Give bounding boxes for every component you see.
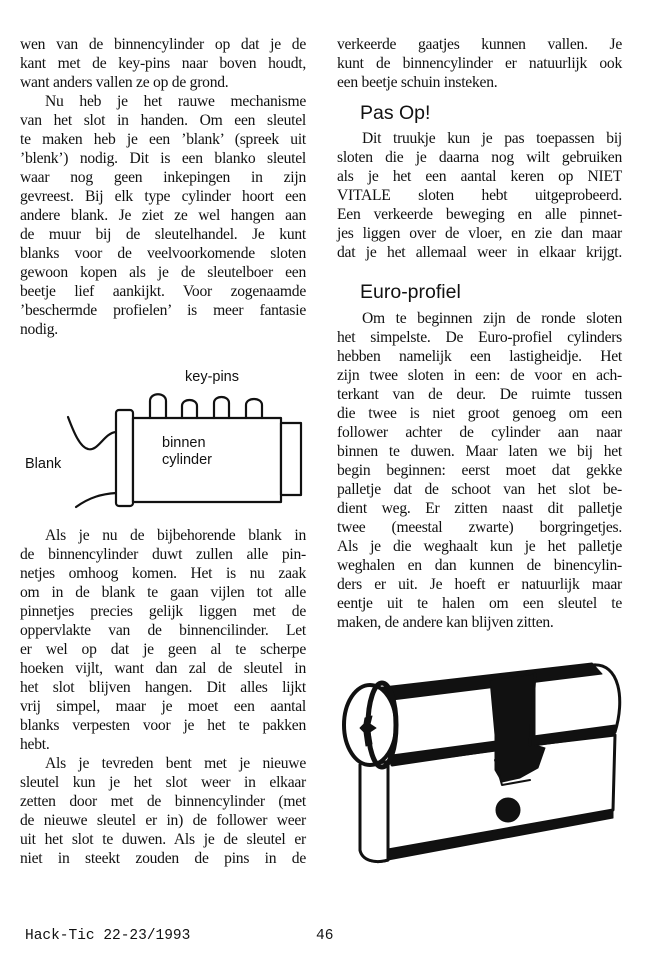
text-line: oppervlakte van de binnencilinder. Let (20, 622, 306, 639)
text-line: kant met de key-pins naar boven houdt, (20, 55, 306, 72)
text-line: maken, de andere kan blijven zitten. (337, 614, 554, 631)
text-line: want anders vallen ze op de grond. (20, 74, 229, 91)
text-line: een beetje schuin insteken. (337, 74, 498, 91)
text-line: blanks verpesten voor je het te pakken (20, 717, 306, 734)
text-line: de nieuwe sleutel er in) de follower weer (20, 812, 306, 829)
text-line: nodig. (20, 321, 58, 338)
text-line: te maken heb je een ’blank’ (spreek uit (20, 131, 306, 148)
text-line: zetten door met de binnencylinder (met (20, 793, 306, 810)
text-line: VITALE sloten hebt uitgeprobeerd. (337, 187, 622, 204)
text-line: blanks voor de veelvoorkomende sloten (20, 245, 306, 262)
text-line: hoeken vijlt, want dan zal de sleutel in (20, 660, 306, 677)
text-line: om in de blank te gaan vijlen tot alle (20, 584, 306, 601)
text-line: uit het slot te duwen. Als je de sleutel er (20, 831, 306, 848)
label-cylinder: cylinder (162, 452, 212, 468)
text-line: pinnetjes precies gelijk liggen met de (20, 603, 306, 620)
label-key-pins: key-pins (185, 369, 239, 385)
text-line: de binnencylinder duwt zullen alle pin- (20, 546, 306, 563)
text-line: palletje dat de schoot van het slot be- (337, 481, 622, 498)
text-line: Nu heb je het rauwe mechanisme (45, 93, 306, 110)
text-line: de muur bij de sleutelhandel. Je kunt (20, 226, 306, 243)
text-line: sloten die je daarna nog wilt gebruiken (337, 149, 622, 166)
text-line: Dit truukje kun je pas toepassen bij (362, 130, 622, 147)
key-pin-2 (182, 400, 197, 418)
section-heading-euro-profiel: Euro-profiel (360, 281, 461, 303)
text-line: Om te beginnen zijn de ronde sloten (362, 310, 622, 327)
euro-cylinder-lock-illustration (330, 660, 652, 900)
label-blank: Blank (25, 456, 62, 472)
text-line: Als je nu de bijbehorende blank in (45, 527, 306, 544)
text-line: wen van de binnencylinder op dat je de (20, 36, 306, 53)
text-line: begin beginnen: eerst moet dat gekke (337, 462, 622, 479)
text-line: dat je het allemaal weer in elkaar krijgt. (337, 244, 622, 261)
text-line: Een verkeerde beweging en alle pinnet- (337, 206, 622, 223)
footer-publication: Hack-Tic 22-23/1993 (25, 928, 191, 944)
euro-cylinder-lock-icon (330, 660, 652, 900)
text-line: zijn twee sloten in een: de voor en ach- (337, 367, 622, 384)
text-line: niet in steekt zouden de pins in de (20, 850, 306, 867)
text-line: netjes omhoog komen. Het is nu zaak (20, 565, 306, 582)
text-line: jes liggen over de vloer, en zie dan maar (337, 225, 622, 242)
text-line: Als je die weghaalt kun je het palletje (337, 538, 622, 555)
text-line: als je het een aantal keren op NIET (337, 168, 622, 185)
blank-outline-bottom (76, 493, 116, 507)
text-line: binnen te duwen. Maar laten we bij het (337, 443, 622, 460)
text-line: sleutel kun je het slot weer in elkaar (20, 774, 306, 791)
text-line: van het slot in handen. Om een sleutel (20, 112, 306, 129)
text-line: hebben namelijk een lastigheidje. Het (337, 348, 622, 365)
text-line: gevreest. Bij elk type cylinder hoort een (20, 188, 306, 205)
text-line: die twee is niet groot genoeg om een (337, 405, 622, 422)
blank-outline-top (68, 417, 116, 449)
footer-page-number: 46 (316, 928, 334, 944)
text-line: andere blank. Je ziet ze wel hangen aan (20, 207, 306, 224)
screw-hole (496, 798, 520, 822)
key-pin-1 (150, 394, 166, 418)
cylinder-front-plate (116, 410, 133, 506)
text-line: het slot blijven hangen. Dit alles lijkt (20, 679, 306, 696)
label-binnen: binnen (162, 435, 206, 451)
text-line: vrij simpel, maar je moet een aantal (20, 698, 306, 715)
text-line: gewoon kopen als je de sleutelboer een (20, 264, 306, 281)
cylinder-diagram (0, 355, 330, 515)
text-line: hebt. (20, 736, 50, 753)
text-line: verkeerde gaatjes kunnen vallen. Je (337, 36, 622, 53)
text-line: beetje lief aankijkt. Voor zogenaamde (20, 283, 306, 300)
key-pin-4 (246, 399, 262, 418)
text-line: ’beschermde profielen’ is meer fantasie (20, 302, 306, 319)
text-line: follower achter de cylinder aan naar (337, 424, 622, 441)
key-pin-3 (214, 397, 229, 418)
text-line: er wel op dat je geen al te scherpe (20, 641, 306, 658)
text-line: twee (meestal zwarte) borgringetjes. (337, 519, 622, 536)
text-line: kunt de binnencylinder er natuurlijk ook (337, 55, 622, 72)
text-line: Als je tevreden bent met je nieuwe (45, 755, 306, 772)
cylinder-rear (281, 423, 301, 495)
text-line: ders er uit. Je hoeft er natuurlijk maar (337, 576, 622, 593)
text-line: waar nog geen inkepingen in zijn (20, 169, 306, 186)
text-line: ’blenk’) nodig. Dit is een blanko sleutel (20, 150, 306, 167)
text-line: eentje uit te halen om een sleutel te (337, 595, 622, 612)
text-line: terkant van de deur. De ruimte tussen (337, 386, 622, 403)
section-heading-pas-op: Pas Op! (360, 102, 431, 124)
text-line: weghalen en dan kunnen de binencylin- (337, 557, 622, 574)
text-line: het simpelste. De Euro-profiel cylinders (337, 329, 622, 346)
text-line: dient weg. Er zitten naast dit palletje (337, 500, 622, 517)
